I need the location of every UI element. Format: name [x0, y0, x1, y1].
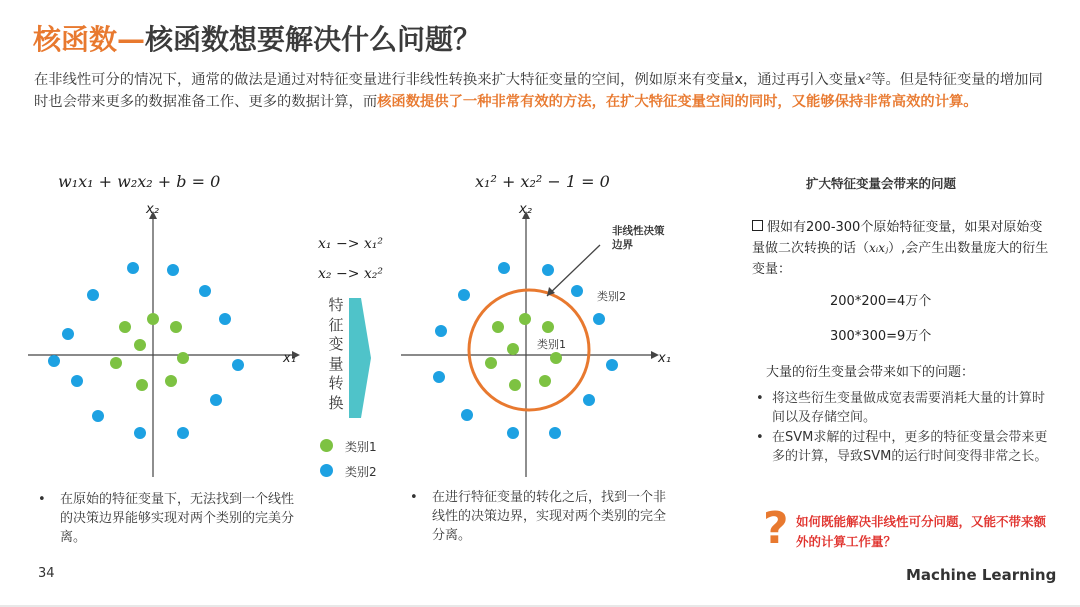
left-class1-point	[119, 321, 131, 333]
left-class2-point	[87, 289, 99, 301]
right-class2-point	[549, 427, 561, 439]
left-class2-point	[199, 285, 211, 297]
transform-label	[327, 296, 345, 413]
left-class2-point	[134, 427, 146, 439]
left-bullet-text: 在原始的特征变量下，无法找到一个线性的决策边界能够实现对两个类别的完美分离。	[60, 492, 295, 545]
intro-end: 。	[963, 94, 978, 110]
legend-class2-label: 类别2	[345, 465, 377, 479]
right-class1-point	[509, 379, 521, 391]
key-question: 如何既能解决非线性可分问题，又能不带来额外的计算工作量？	[796, 514, 1047, 549]
right-class2-point	[461, 409, 473, 421]
right-scatter-plot	[395, 195, 685, 485]
left-class2-point	[177, 427, 189, 439]
bullet-dot: •	[410, 490, 418, 505]
right-class2-point	[542, 264, 554, 276]
decision-boundary-circle	[469, 290, 589, 410]
intro-paragraph	[34, 69, 1044, 113]
left-bullet	[38, 490, 298, 547]
right-panel-title: 扩大特征变量会带来的问题	[806, 176, 957, 191]
problem-text: 在SVM求解的过程中，更多的特征变量会带来更多的计算，导致SVM的运行时间变得非常之长。	[772, 430, 1048, 464]
intro-part1: 在非线性可分的情况下，通常的做法是通过对特征变量进行非线性转换来扩大特征变量的空间，例如原来有变量x，通过再引入变量	[34, 72, 858, 88]
boundary-label-1: 非线性决策	[612, 225, 665, 237]
title-highlight: 核函数	[33, 23, 118, 56]
left-scatter-plot	[20, 195, 310, 485]
transform-char: 换	[328, 393, 344, 412]
calc-line-2: 300*300=9万个	[830, 329, 932, 344]
right-class2-point	[458, 289, 470, 301]
right-class1-point	[519, 313, 531, 325]
left-class1-point	[177, 352, 189, 364]
box-var: xᵢxⱼ	[869, 241, 889, 255]
left-class1-point	[170, 321, 182, 333]
transform-char: 征	[328, 315, 344, 334]
right-class1-point	[485, 357, 497, 369]
right-class1-point	[542, 321, 554, 333]
left-class2-point	[71, 375, 83, 387]
page-number: 34	[38, 566, 55, 581]
right-class2-point	[433, 371, 445, 383]
transform-arrow-shape	[349, 298, 371, 418]
right-x-axis-label: x₁	[658, 351, 671, 366]
right-class2-point	[606, 359, 618, 371]
right-class2-point	[435, 325, 447, 337]
intro-var: x²	[857, 72, 872, 88]
left-formula: w₁x₁ + w₂x₂ + b = 0	[58, 172, 221, 191]
problems-intro: 大量的衍生变量会带来如下的问题：	[766, 365, 975, 380]
left-class1-point	[136, 379, 148, 391]
bullet-dot: •	[756, 391, 764, 406]
right-formula: x₁² + x₂² − 1 = 0	[475, 172, 610, 191]
middle-bullet-text: 在进行特征变量的转化之后，找到一个非线性的决策边界，实现对两个类别的完全分离。	[432, 490, 667, 543]
region-label-class1: 类别1	[537, 338, 566, 351]
title-rest: 核函数想要解决什么问题？	[145, 23, 482, 56]
left-class2-point	[48, 355, 60, 367]
problem-text: 将这些衍生变量做成宽表需要消耗大量的计算时间以及存储空间。	[772, 391, 1046, 425]
square-bullet-icon	[752, 220, 763, 231]
left-y-axis-label: x₂	[146, 202, 159, 217]
legend-class1-marker	[320, 439, 333, 452]
left-class2-point	[219, 313, 231, 325]
right-class1-point	[492, 321, 504, 333]
left-class1-point	[134, 339, 146, 351]
right-class2-point	[583, 394, 595, 406]
brand-label: Machine Learning	[906, 566, 1057, 584]
problem-item	[756, 428, 1056, 466]
transform-map-2: x₂ −> x₂²	[318, 266, 383, 282]
left-class2-point	[210, 394, 222, 406]
right-class1-point	[507, 343, 519, 355]
bullet-dot: •	[756, 430, 764, 445]
right-class2-point	[571, 285, 583, 297]
right-y-axis-label: x₂	[519, 202, 532, 217]
box-text-2: ）,会产生出数量庞大的衍生变量：	[752, 241, 1049, 277]
transform-char: 变	[328, 335, 344, 353]
left-class2-point	[127, 262, 139, 274]
transform-arrow	[349, 298, 373, 418]
left-class2-point	[167, 264, 179, 276]
legend-class1-label: 类别1	[345, 440, 377, 454]
box-text-1: 假如有200-300个原始特征变量，如果对原始变量做二次转换的话（	[752, 220, 1043, 256]
right-class2-point	[498, 262, 510, 274]
right-class1-point	[550, 352, 562, 364]
title-dash: —	[117, 23, 146, 56]
transform-char: 量	[328, 354, 344, 373]
right-class1-point	[539, 375, 551, 387]
problems-list	[756, 389, 1056, 467]
right-class2-point	[593, 313, 605, 325]
question-mark-icon: ?	[763, 503, 789, 554]
left-x-axis-label: x₁	[283, 351, 296, 366]
bullet-dot: •	[38, 492, 46, 507]
intro-part2: 等。但是特征变量的增加同时也会带来更多的数据准备工作、更多的数据计算，而	[34, 72, 1043, 110]
problem-item	[756, 389, 1056, 427]
transform-map-1: x₁ −> x₁²	[318, 236, 383, 252]
left-class1-point	[110, 357, 122, 369]
left-class2-point	[232, 359, 244, 371]
left-class1-point	[165, 375, 177, 387]
right-panel-box-text	[752, 217, 1052, 280]
left-class2-point	[62, 328, 74, 340]
page-title	[33, 18, 481, 58]
intro-highlight: 核函数提供了一种非常有效的方法，在扩大特征变量空间的同时，又能够保持非常高效的计算	[377, 94, 964, 110]
transform-char: 转	[328, 374, 344, 392]
boundary-label-2: 边界	[612, 239, 633, 251]
legend-class2-marker	[320, 464, 333, 477]
transform-char: 特	[328, 296, 344, 314]
calc-line-1: 200*200=4万个	[830, 294, 932, 309]
left-class1-point	[147, 313, 159, 325]
middle-bullet	[410, 488, 672, 545]
region-label-class2: 类别2	[597, 290, 626, 303]
left-class2-point	[92, 410, 104, 422]
right-class2-point	[507, 427, 519, 439]
